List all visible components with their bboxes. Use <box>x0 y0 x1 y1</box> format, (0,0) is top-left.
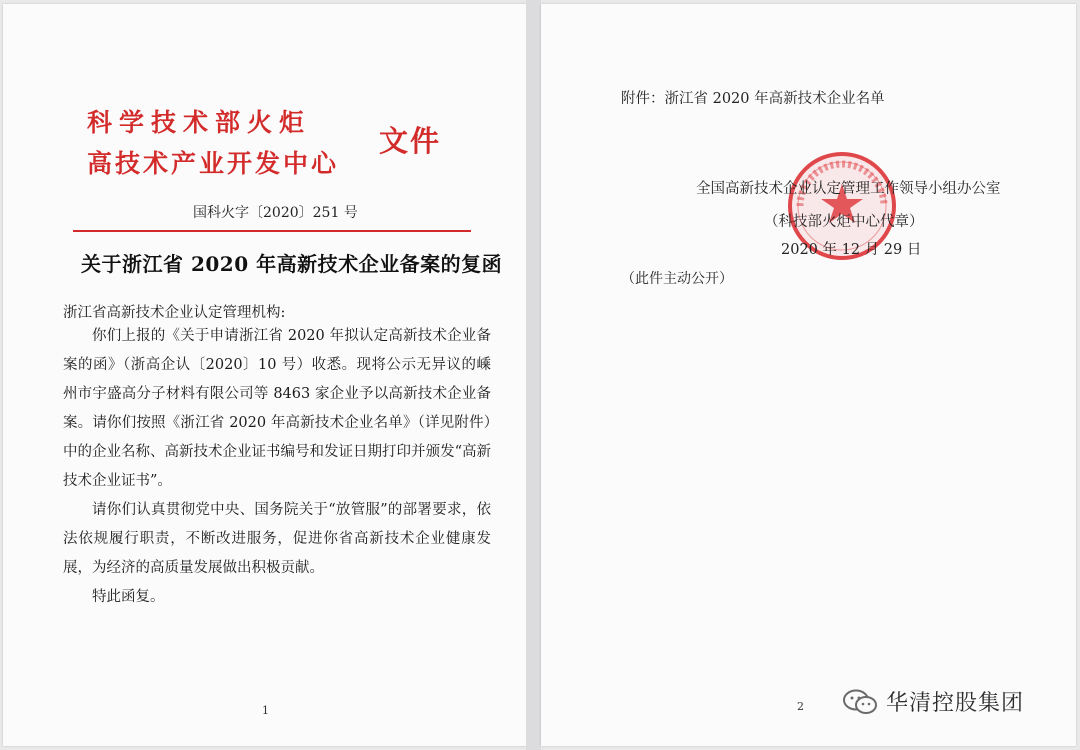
watermark-brand <box>842 686 1024 717</box>
stamp-note: （科技部火炬中心代章） <box>764 214 924 230</box>
body-paragraph: 请你们认真贯彻党中央、国务院关于“放管服”的部署要求，依法依规履行职责，不断改进服务，促进你省高新技术企业健康发展，为经济的高质量发展做出积极贡献。 <box>63 502 491 576</box>
document-number: 国科火字〔2020〕251 号 <box>193 205 358 221</box>
page-1 <box>3 4 526 746</box>
page-number: 1 <box>262 704 269 717</box>
issuing-office: 全国高新技术企业认定管理工作领导小组办公室 <box>696 181 1001 197</box>
wechat-icon <box>842 688 878 716</box>
issuer-name-line1: 科学技术部火炬 <box>87 108 312 137</box>
document-title: 关于浙江省 2020 年高新技术企业备案的复函 <box>81 252 503 276</box>
issuer-doc-label: 文件 <box>379 124 442 158</box>
watermark-text: 华清控股集团 <box>886 691 1025 716</box>
issue-date: 2020 年 12 月 29 日 <box>781 242 922 258</box>
body-paragraph: 你们上报的《关于申请浙江省 2020 年拟认定高新技术企业备案的函》（浙高企认〔2020〕10 号）收悉。现将公示无异议的嵊州市宇盛高分子材料有限公司等 8463 家企业予以高新技术企业备案。请你们按照《浙江省 2020 年高新技术企业名单》（详见附件）中的企业名称、高新技术企业证书编号和发证日期打印并颁发“高新技术企业证书”。 <box>63 328 491 489</box>
public-disclosure-note: （此件主动公开） <box>621 271 733 287</box>
salutation: 浙江省高新技术企业认定管理机构: <box>63 305 286 321</box>
body-paragraph: 特此函复。 <box>92 589 165 605</box>
page-2 <box>541 4 1076 746</box>
attachment-line: 附件：浙江省 2020 年高新技术企业名单 <box>621 91 885 107</box>
issuer-name-line2: 高技术产业开发中心 <box>87 149 340 178</box>
red-divider <box>73 230 471 232</box>
document-body <box>63 322 491 612</box>
page-gutter <box>526 0 541 750</box>
page-number: 2 <box>797 700 804 713</box>
